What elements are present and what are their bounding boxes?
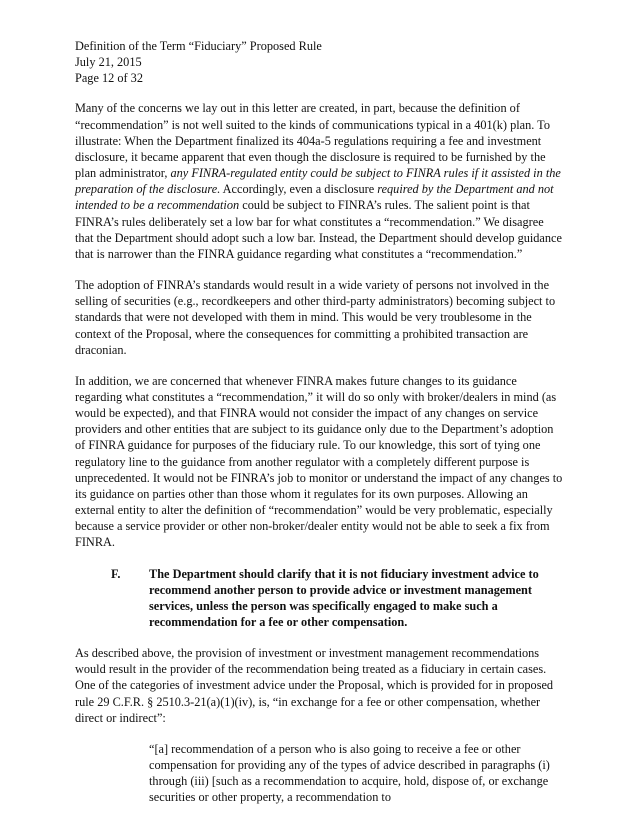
section-heading-text: The Department should clarify that it is not fiduciary investment advice to recommend another person to provide advice or investment management services, unless the person was specifically engaged to make such a recommendation for a fee or other compensation. — [149, 566, 539, 629]
header-title: Definition of the Term “Fiduciary” Proposed Rule — [75, 39, 322, 53]
section-letter: F. — [111, 566, 121, 581]
paragraph-future-changes: In addition, we are concerned that whenever FINRA makes future changes to its guidance regarding what constitutes a “recommendation,” it will do so only with broker/dealers in mind (as would be expected), and that FINRA would not consider the impact of any changes on service providers and other entities that are subject to its guidance only due to the Department’s adoption of FINRA guidance for purposes of the fiduciary rule. To our knowledge, this sort of tying one regulatory line to the guidance from another regulator with a completely different purpose is unprecedented. It would not be FINRA’s job to monitor or understand the impact of any changes to its guidance on parties other than those whom it regulates for its own purposes. Allowing an external entity to alter the definition of “recommendation” would be very problematic, especially because a service provider or other non-broker/dealer entity would not be able to seek a fix from FINRA. — [75, 373, 563, 550]
paragraph-text: could be subject to FINRA’s rules. The salient point is that FINRA’s rules deliberately set a low bar for what constitutes a “recommendation.” We disagree that the Department should adopt such a low bar. Instead, the Department should develop guidance that is narrower than the FINRA guidance regarding what constitutes a “recommendation.” — [75, 198, 562, 261]
section-heading — [75, 566, 565, 631]
header-page-number: Page 12 of 32 — [75, 71, 143, 86]
paragraph-text: Accordingly, even a disclosure — [220, 182, 378, 197]
header-date: July 21, 2015 — [75, 55, 142, 70]
paragraph-italic-text: any FINRA-regulated entity could be subject to FINRA rules if it assisted in the preparation of the disclosure. — [75, 166, 561, 197]
block-quote: “[a] recommendation of a person who is also going to receive a fee or other compensation for providing any of the types of advice described in paragraphs (i) through (iii) [such as a recommendation to acquire, hold, dispose of, or exchange securities or other property, a recommendation to — [149, 741, 550, 805]
paragraph-italic-text: required by the Department and not intended to be a recommendation — [75, 182, 554, 213]
letter-header — [75, 38, 565, 86]
paragraph-finra-standards: The adoption of FINRA’s standards would result in a wide variety of persons not involved in the selling of securities (e.g., recordkeepers and other third-party administrators) becoming subject to standards that were not developed with them in mind. This would be very troublesome in the context of the Proposal, where the consequences for committing a prohibited transaction are draconian. — [75, 278, 556, 357]
paragraph-investment-advice-category: As described above, the provision of investment or investment management recommendations would result in the provider of the recommendation being treated as a fiduciary in certain cases. One of the categories of investment advice under the Proposal, which is provided for in proposed rule 29 C.F.R. § 2510.3-21(a)(1)(iv), is, “in exchange for a fee or other compensation, whether direct or indirect”: — [75, 646, 554, 725]
paragraph-recommendation-definition — [75, 100, 565, 262]
paragraph-text: Many of the concerns we lay out in this letter are created, in part, because the definition of “recommendation” is not well suited to the kinds of communications typical in a 401(k) plan. To illustrate: When the Department finalized its 404a-5 regulations requiring a fee and investment disclosure, it became apparent that even though the disclosure is required to be furnished by the plan administrator, — [75, 101, 550, 181]
